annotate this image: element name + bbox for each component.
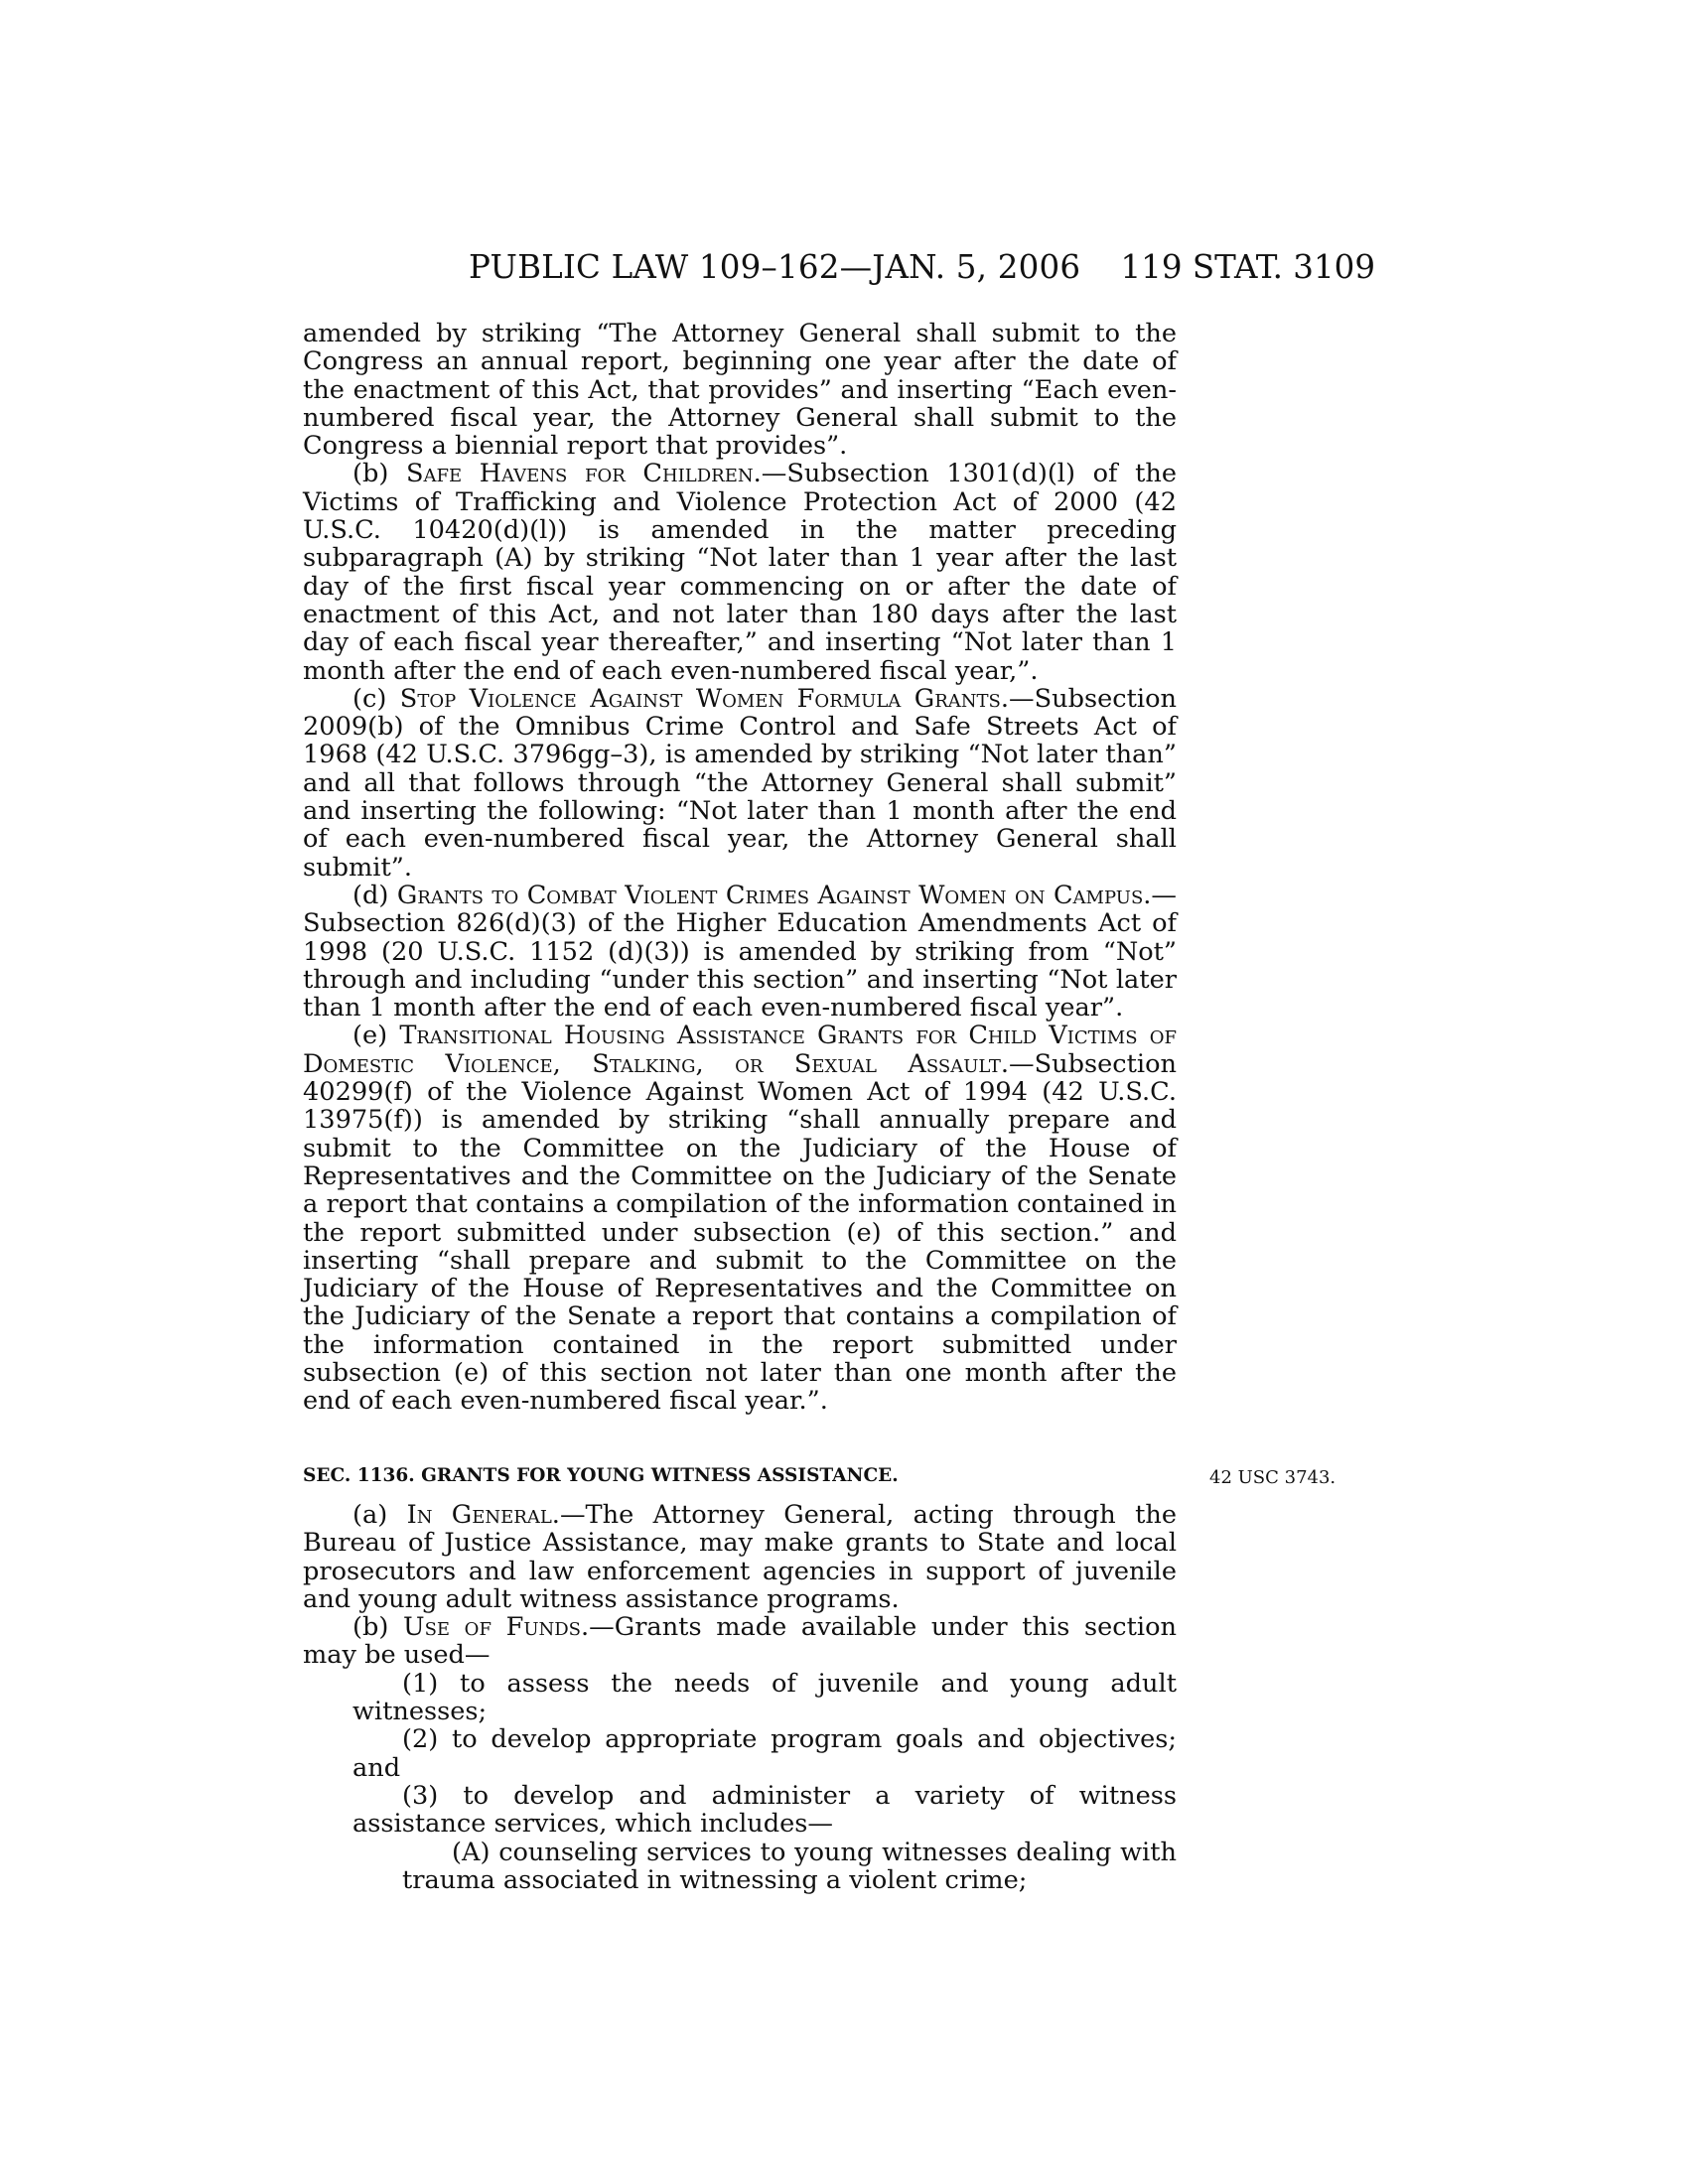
subsection-b-label: (b) xyxy=(352,1612,403,1643)
paragraph-e-heading: Transitional Housing Assistance Grants for Child Victims of Domestic Violence, Stalking, or Sexual Assault. xyxy=(303,1021,1177,1079)
list-item-a: (A) counseling services to young witnesses dealing with trauma associated in witnessing a violent crime; xyxy=(402,1837,1177,1895)
paragraph-b xyxy=(303,460,1177,684)
statute-citation: 119 STAT. 3109 xyxy=(1120,248,1375,286)
paragraph-e-text: —Subsection 40299(f) of the Violence Against Women Act of 1994 (42 U.S.C. 13975(f)) is amended by striking “shall annually prepare and submit to the Committee on the Judiciary of the House of Representatives and the Committee on the Judiciary of the Senate a report that contains a compilation of the information contained in the report submitted under subsection (e) of this section.” and inserting “shall prepare and submit to the Committee on the Judiciary of the House of Representatives and the Committee on the Judiciary of the Senate a report that contains a compilation of the information contained in the report submitted under subsection (e) of this section not later than one month after the end of each even-numbered fiscal year.”. xyxy=(303,1048,1177,1417)
paragraph-c-heading: Stop Violence Against Women Formula Grants. xyxy=(399,683,1009,714)
subsection-a-text: —The Attorney General, acting through the Bureau of Justice Assistance, may make grants to State and local prosecutors and law enforcement agencies in support of juvenile and young adult witness assistance programs. xyxy=(303,1500,1177,1614)
list-item-1: (1) to assess the needs of juvenile and young adult witnesses; xyxy=(352,1668,1177,1727)
margin-note: 42 USC 3743. xyxy=(1209,1467,1336,1488)
subsection-a-label: (a) xyxy=(352,1500,407,1530)
subsection-b xyxy=(303,1613,1177,1670)
paragraph-c-text: —Subsection 2009(b) of the Omnibus Crime Control and Safe Streets Act of 1968 (42 U.S.C. 3796gg–3), is amended by striking “Not later than” and all that follows through “the Attorney General shall submit” and inserting the following: “Not later than 1 month after the end of each even-numbered fiscal year, the Attorney General shall submit”. xyxy=(303,683,1177,883)
paragraph-d-label: (d) xyxy=(352,880,397,910)
amendment-text xyxy=(303,320,1177,1416)
paragraph-d-text: —Subsection 826(d)(3) of the Higher Education Amendments Act of 1998 (20 U.S.C. 1152 (d)(3)) is amended by striking from “Not” through and including “under this section” and inserting “Not later than 1 month after the end of each even-numbered fiscal year”. xyxy=(303,880,1178,1024)
subsection-b-text: —Grants made available under this section may be used— xyxy=(303,1612,1177,1671)
list-item-3: (3) to develop and administer a variety of witness assistance services, which includes— xyxy=(352,1780,1177,1840)
running-head: PUBLIC LAW 109–162—JAN. 5, 2006 xyxy=(469,248,1081,286)
paragraph-d xyxy=(303,882,1177,1022)
paragraph-b-label: (b) xyxy=(352,459,406,489)
paragraph-d-heading: Grants to Combat Violent Crimes Against Women on Campus. xyxy=(396,880,1152,910)
section-heading: SEC. 1136. GRANTS FOR YOUNG WITNESS ASSISTANCE. xyxy=(303,1465,899,1486)
subsection-b-heading: Use of Funds. xyxy=(403,1612,590,1643)
paragraph-e-label: (e) xyxy=(352,1021,400,1051)
paragraph-c xyxy=(303,685,1177,882)
section-text xyxy=(303,1501,1177,1894)
subsection-a xyxy=(303,1501,1177,1613)
paragraph-e xyxy=(303,1022,1177,1415)
paragraph-b-text: —Subsection 1301(d)(l) of the Victims of Trafficking and Violence Protection Act of 2000 (42 U.S.C. 10420(d)(l)) is amended in the matter preceding subparagraph (A) by striking “Not later than 1 year after the last day of the first fiscal year commencing on or after the date of enactment of this Act, and not later than 180 days after the last day of each fiscal year thereafter,” and inserting “Not later than 1 month after the end of each even-numbered fiscal year,”. xyxy=(303,459,1177,686)
subsection-a-heading: In General. xyxy=(406,1500,560,1530)
paragraph-intro: amended by striking “The Attorney General shall submit to the Congress an annual report, beginning one year after the date of the enactment of this Act, that provides” and inserting “Each even-numbered fiscal year, the Attorney General shall submit to the Congress a biennial report that provides”. xyxy=(303,319,1177,462)
paragraph-b-heading: Safe Havens for Children. xyxy=(405,459,762,489)
list-item-2: (2) to develop appropriate program goals and objectives; and xyxy=(352,1724,1177,1783)
paragraph-c-label: (c) xyxy=(352,683,400,714)
page-header xyxy=(298,248,1375,288)
